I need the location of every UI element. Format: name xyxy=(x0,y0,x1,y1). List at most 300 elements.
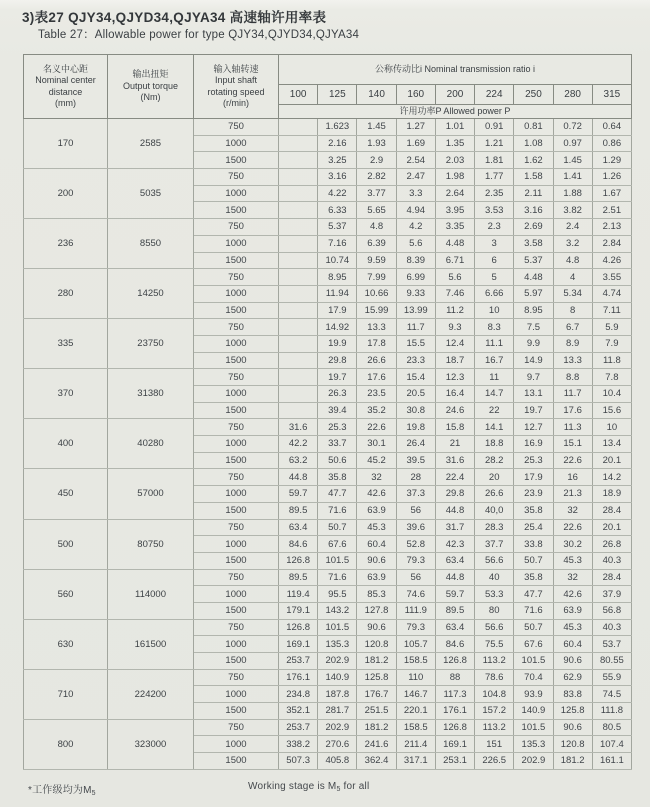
power-value-cell: 90.6 xyxy=(357,552,396,569)
power-value-cell: 12.4 xyxy=(435,335,474,352)
power-value-cell: 234.8 xyxy=(279,686,318,703)
torque-cell: 323000 xyxy=(108,719,194,769)
power-value-cell: 15.4 xyxy=(396,369,435,386)
power-value-cell: 95.5 xyxy=(318,586,357,603)
power-value-cell: 71.6 xyxy=(318,502,357,519)
power-value-cell: 18.9 xyxy=(592,486,631,503)
power-value-cell: 18.8 xyxy=(475,436,514,453)
power-value-cell: 25.4 xyxy=(514,519,553,536)
speed-cell: 750 xyxy=(194,619,279,636)
power-value-cell: 11.7 xyxy=(396,319,435,336)
power-value-cell: 32 xyxy=(553,502,592,519)
power-value-cell: 18.7 xyxy=(435,352,474,369)
power-value-cell: 126.8 xyxy=(435,653,474,670)
power-value-cell: 20 xyxy=(475,469,514,486)
footnote-zh-text: *工作级均为M xyxy=(28,784,92,796)
power-value-cell: 4 xyxy=(553,269,592,286)
power-value-cell: 4.48 xyxy=(514,269,553,286)
power-value-cell: 2.03 xyxy=(435,152,474,169)
header-line: distance xyxy=(48,86,83,97)
power-value-cell: 157.2 xyxy=(475,703,514,720)
power-value-cell: 101.5 xyxy=(318,619,357,636)
power-value-cell: 1.29 xyxy=(592,152,631,169)
power-value-cell: 26.4 xyxy=(396,436,435,453)
power-value-cell xyxy=(279,119,318,136)
speed-cell: 750 xyxy=(194,719,279,736)
power-value-cell: 126.8 xyxy=(435,719,474,736)
power-value-cell: 62.9 xyxy=(553,669,592,686)
power-value-cell: 55.9 xyxy=(592,669,631,686)
power-value-cell: 70.4 xyxy=(514,669,553,686)
speed-cell: 1000 xyxy=(194,135,279,152)
power-value-cell: 11.2 xyxy=(435,302,474,319)
power-value-cell: 8.39 xyxy=(396,252,435,269)
ratio-value: 250 xyxy=(514,85,553,105)
speed-cell: 750 xyxy=(194,419,279,436)
power-value-cell: 140.9 xyxy=(514,703,553,720)
power-value-cell: 50.7 xyxy=(318,519,357,536)
table-row xyxy=(24,419,632,436)
power-value-cell: 9.3 xyxy=(435,319,474,336)
power-value-cell: 37.3 xyxy=(396,486,435,503)
power-value-cell: 11.94 xyxy=(318,285,357,302)
power-value-cell: 176.7 xyxy=(357,686,396,703)
power-value-cell: 140.9 xyxy=(318,669,357,686)
distance-cell: 630 xyxy=(24,619,108,669)
power-value-cell: 10.74 xyxy=(318,252,357,269)
power-value-cell: 3.95 xyxy=(435,202,474,219)
power-value-cell: 4.48 xyxy=(435,235,474,252)
ratio-value: 280 xyxy=(553,85,592,105)
power-value-cell: 1.45 xyxy=(553,152,592,169)
footnote-en xyxy=(248,781,369,793)
power-value-cell: 44.8 xyxy=(435,502,474,519)
power-value-cell: 253.1 xyxy=(435,753,474,770)
power-value-cell: 226.5 xyxy=(475,753,514,770)
power-value-cell: 29.8 xyxy=(435,486,474,503)
power-value-cell: 3.2 xyxy=(553,235,592,252)
distance-cell: 560 xyxy=(24,569,108,619)
power-value-cell: 6.99 xyxy=(396,269,435,286)
power-value-cell: 15.99 xyxy=(357,302,396,319)
power-value-cell: 107.4 xyxy=(592,736,631,753)
power-value-cell: 507.3 xyxy=(279,753,318,770)
page-title: 3)表27 QJY34,QJYD34,QJYA34 高速轴许用率表 xyxy=(22,10,327,25)
power-value-cell: 75.5 xyxy=(475,636,514,653)
speed-cell: 1000 xyxy=(194,185,279,202)
power-value-cell: 23.9 xyxy=(514,486,553,503)
power-value-cell: 126.8 xyxy=(279,552,318,569)
power-value-cell: 2.13 xyxy=(592,219,631,236)
power-value-cell: 21 xyxy=(435,436,474,453)
power-value-cell: 32 xyxy=(357,469,396,486)
speed-cell: 750 xyxy=(194,169,279,186)
power-value-cell: 1.58 xyxy=(514,169,553,186)
power-value-cell: 5.37 xyxy=(318,219,357,236)
power-value-cell: 7.8 xyxy=(592,369,631,386)
power-value-cell: 32 xyxy=(553,569,592,586)
power-value-cell: 6.39 xyxy=(357,235,396,252)
power-value-cell: 0.72 xyxy=(553,119,592,136)
power-value-cell: 14.7 xyxy=(475,386,514,403)
power-value-cell: 20.1 xyxy=(592,452,631,469)
power-value-cell: 42.2 xyxy=(279,436,318,453)
power-value-cell: 14.1 xyxy=(475,419,514,436)
power-value-cell: 22.4 xyxy=(435,469,474,486)
table-body xyxy=(24,119,632,770)
power-value-cell: 16.4 xyxy=(435,386,474,403)
power-value-cell: 28.4 xyxy=(592,569,631,586)
ratio-value: 160 xyxy=(396,85,435,105)
power-value-cell: 78.6 xyxy=(475,669,514,686)
power-value-cell: 405.8 xyxy=(318,753,357,770)
power-value-cell: 50.7 xyxy=(514,619,553,636)
power-value-cell: 13.99 xyxy=(396,302,435,319)
speed-cell: 1000 xyxy=(194,486,279,503)
power-value-cell: 74.5 xyxy=(592,686,631,703)
power-value-cell: 90.6 xyxy=(357,619,396,636)
power-value-cell: 176.1 xyxy=(279,669,318,686)
power-value-cell: 56.6 xyxy=(475,552,514,569)
power-value-cell: 63.9 xyxy=(357,502,396,519)
power-value-cell: 2.82 xyxy=(357,169,396,186)
power-value-cell: 1.93 xyxy=(357,135,396,152)
power-value-cell: 26.3 xyxy=(318,386,357,403)
power-value-cell: 17.8 xyxy=(357,335,396,352)
power-value-cell: 125.8 xyxy=(357,669,396,686)
power-value-cell: 3.53 xyxy=(475,202,514,219)
power-value-cell: 4.8 xyxy=(553,252,592,269)
power-value-cell: 10.66 xyxy=(357,285,396,302)
power-value-cell: 110 xyxy=(396,669,435,686)
header-line: 输入轴转速 xyxy=(213,63,259,74)
power-value-cell: 26.6 xyxy=(357,352,396,369)
power-value-cell: 11.8 xyxy=(592,352,631,369)
power-value-cell: 31.7 xyxy=(435,519,474,536)
power-value-cell: 35.8 xyxy=(318,469,357,486)
speed-cell: 1500 xyxy=(194,402,279,419)
power-value-cell: 127.8 xyxy=(357,602,396,619)
power-value-cell xyxy=(279,235,318,252)
power-value-cell: 241.6 xyxy=(357,736,396,753)
power-value-cell: 44.8 xyxy=(279,469,318,486)
power-value-cell: 1.98 xyxy=(435,169,474,186)
power-value-cell xyxy=(279,152,318,169)
power-value-cell: 8.3 xyxy=(475,319,514,336)
power-value-cell: 90.6 xyxy=(553,719,592,736)
power-value-cell: 13.4 xyxy=(592,436,631,453)
power-value-cell: 181.2 xyxy=(553,753,592,770)
power-value-cell: 59.7 xyxy=(435,586,474,603)
power-value-cell: 90.6 xyxy=(553,653,592,670)
power-value-cell: 37.9 xyxy=(592,586,631,603)
ratio-value: 200 xyxy=(435,85,474,105)
power-value-cell xyxy=(279,169,318,186)
power-value-cell: 93.9 xyxy=(514,686,553,703)
power-value-cell: 338.2 xyxy=(279,736,318,753)
power-value-cell: 2.84 xyxy=(592,235,631,252)
power-value-cell: 113.2 xyxy=(475,653,514,670)
allowable-power-table xyxy=(23,54,632,770)
power-value-cell: 14.9 xyxy=(514,352,553,369)
header-output-torque xyxy=(108,55,194,119)
speed-cell: 1500 xyxy=(194,552,279,569)
power-value-cell xyxy=(279,369,318,386)
power-value-cell: 0.86 xyxy=(592,135,631,152)
power-value-cell: 211.4 xyxy=(396,736,435,753)
speed-cell: 750 xyxy=(194,119,279,136)
speed-cell: 1500 xyxy=(194,502,279,519)
power-value-cell: 56 xyxy=(396,569,435,586)
footnote-en-suffix: for all xyxy=(340,780,370,792)
power-value-cell: 10 xyxy=(592,419,631,436)
power-value-cell: 7.16 xyxy=(318,235,357,252)
speed-cell: 1000 xyxy=(194,536,279,553)
power-value-cell: 28.4 xyxy=(592,502,631,519)
power-value-cell: 35.8 xyxy=(514,569,553,586)
torque-cell: 161500 xyxy=(108,619,194,669)
power-value-cell: 5.6 xyxy=(396,235,435,252)
power-value-cell: 63.9 xyxy=(553,602,592,619)
power-value-cell: 8.95 xyxy=(514,302,553,319)
power-value-cell: 30.2 xyxy=(553,536,592,553)
header-line: 输出扭矩 xyxy=(132,69,169,80)
power-value-cell: 120.8 xyxy=(357,636,396,653)
power-value-cell: 31.6 xyxy=(279,419,318,436)
power-value-cell: 161.1 xyxy=(592,753,631,770)
power-value-cell: 125.8 xyxy=(553,703,592,720)
power-value-cell: 2.4 xyxy=(553,219,592,236)
power-value-cell: 1.69 xyxy=(396,135,435,152)
power-value-cell: 56.8 xyxy=(592,602,631,619)
power-value-cell: 67.6 xyxy=(318,536,357,553)
power-value-cell: 105.7 xyxy=(396,636,435,653)
distance-cell: 370 xyxy=(24,369,108,419)
power-value-cell: 60.4 xyxy=(553,636,592,653)
power-value-cell: 71.6 xyxy=(318,569,357,586)
power-value-cell: 2.51 xyxy=(592,202,631,219)
header-line: rotating speed xyxy=(207,86,265,97)
power-value-cell: 88 xyxy=(435,669,474,686)
power-value-cell: 11.7 xyxy=(553,386,592,403)
distance-cell: 335 xyxy=(24,319,108,369)
power-value-cell: 37.7 xyxy=(475,536,514,553)
power-value-cell: 14.92 xyxy=(318,319,357,336)
footnote-en-text: Working stage is M xyxy=(248,780,337,792)
power-value-cell: 8.9 xyxy=(553,335,592,352)
power-value-cell: 3.58 xyxy=(514,235,553,252)
power-value-cell: 6.66 xyxy=(475,285,514,302)
footnote-zh-sub: 5 xyxy=(91,789,96,797)
table-row xyxy=(24,169,632,186)
power-value-cell: 1.08 xyxy=(514,135,553,152)
power-value-cell: 74.6 xyxy=(396,586,435,603)
speed-cell: 1500 xyxy=(194,703,279,720)
distance-cell: 500 xyxy=(24,519,108,569)
power-value-cell: 15.5 xyxy=(396,335,435,352)
power-value-cell: 1.35 xyxy=(435,135,474,152)
power-value-cell: 30.8 xyxy=(396,402,435,419)
torque-cell: 40280 xyxy=(108,419,194,469)
torque-cell: 8550 xyxy=(108,219,194,269)
power-value-cell: 39.5 xyxy=(396,452,435,469)
table-row xyxy=(24,269,632,286)
distance-cell: 710 xyxy=(24,669,108,719)
power-value-cell: 89.5 xyxy=(435,602,474,619)
power-value-cell: 7.99 xyxy=(357,269,396,286)
ratio-value: 125 xyxy=(318,85,357,105)
power-value-cell: 25.3 xyxy=(514,452,553,469)
ratio-value: 140 xyxy=(357,85,396,105)
ratio-value: 100 xyxy=(279,85,318,105)
power-value-cell: 16 xyxy=(553,469,592,486)
power-value-cell: 60.4 xyxy=(357,536,396,553)
speed-cell: 1000 xyxy=(194,736,279,753)
power-value-cell: 28.3 xyxy=(475,519,514,536)
power-value-cell: 8.8 xyxy=(553,369,592,386)
power-value-cell: 11.1 xyxy=(475,335,514,352)
power-value-cell: 113.2 xyxy=(475,719,514,736)
torque-cell: 5035 xyxy=(108,169,194,219)
power-value-cell: 67.6 xyxy=(514,636,553,653)
power-value-cell: 253.7 xyxy=(279,653,318,670)
power-value-cell: 0.97 xyxy=(553,135,592,152)
power-value-cell: 45.3 xyxy=(553,552,592,569)
power-value-cell: 317.1 xyxy=(396,753,435,770)
power-value-cell: 20.5 xyxy=(396,386,435,403)
power-value-cell: 63.9 xyxy=(357,569,396,586)
power-value-cell: 15.6 xyxy=(592,402,631,419)
power-value-cell: 220.1 xyxy=(396,703,435,720)
power-value-cell: 19.8 xyxy=(396,419,435,436)
power-value-cell: 89.5 xyxy=(279,569,318,586)
power-value-cell: 29.8 xyxy=(318,352,357,369)
power-value-cell: 4.22 xyxy=(318,185,357,202)
power-value-cell: 56.6 xyxy=(475,619,514,636)
power-value-cell: 53.7 xyxy=(592,636,631,653)
power-value-cell: 2.54 xyxy=(396,152,435,169)
table-row xyxy=(24,619,632,636)
power-value-cell: 11.3 xyxy=(553,419,592,436)
power-value-cell: 63.4 xyxy=(435,619,474,636)
footnote-zh xyxy=(28,781,248,797)
power-value-cell: 16.7 xyxy=(475,352,514,369)
table-row xyxy=(24,719,632,736)
power-value-cell: 17.6 xyxy=(553,402,592,419)
power-value-cell xyxy=(279,352,318,369)
power-value-cell: 3.82 xyxy=(553,202,592,219)
header-line: (r/min) xyxy=(223,98,249,108)
table-row xyxy=(24,369,632,386)
power-value-cell: 11 xyxy=(475,369,514,386)
power-value-cell: 40 xyxy=(475,569,514,586)
power-value-cell: 5 xyxy=(475,269,514,286)
power-value-cell: 3.16 xyxy=(514,202,553,219)
power-value-cell: 202.9 xyxy=(514,753,553,770)
power-value-cell: 22 xyxy=(475,402,514,419)
distance-cell: 200 xyxy=(24,169,108,219)
power-value-cell: 1.21 xyxy=(475,135,514,152)
power-value-cell: 89.5 xyxy=(279,502,318,519)
power-value-cell: 169.1 xyxy=(279,636,318,653)
header-input-speed xyxy=(194,55,279,119)
power-value-cell: 135.3 xyxy=(514,736,553,753)
power-value-cell: 80.5 xyxy=(592,719,631,736)
power-value-cell xyxy=(279,386,318,403)
power-value-cell: 187.8 xyxy=(318,686,357,703)
power-value-cell: 3 xyxy=(475,235,514,252)
power-value-cell: 2.64 xyxy=(435,185,474,202)
power-value-cell xyxy=(279,285,318,302)
power-value-cell: 5.9 xyxy=(592,319,631,336)
speed-cell: 1000 xyxy=(194,235,279,252)
power-value-cell: 1.45 xyxy=(357,119,396,136)
power-value-cell: 26.6 xyxy=(475,486,514,503)
footnote-en-sub: 5 xyxy=(336,785,341,793)
power-value-cell: 23.3 xyxy=(396,352,435,369)
power-value-cell: 17.6 xyxy=(357,369,396,386)
power-value-cell: 80 xyxy=(475,602,514,619)
power-value-cell: 2.69 xyxy=(514,219,553,236)
power-value-cell: 120.8 xyxy=(553,736,592,753)
power-value-cell: 15.1 xyxy=(553,436,592,453)
table-row xyxy=(24,569,632,586)
power-value-cell: 40.3 xyxy=(592,552,631,569)
power-value-cell: 22.6 xyxy=(553,452,592,469)
power-value-cell xyxy=(279,219,318,236)
speed-cell: 750 xyxy=(194,669,279,686)
power-value-cell: 143.2 xyxy=(318,602,357,619)
power-value-cell: 352.1 xyxy=(279,703,318,720)
power-value-cell: 50.7 xyxy=(514,552,553,569)
power-value-cell: 47.7 xyxy=(318,486,357,503)
speed-cell: 750 xyxy=(194,269,279,286)
power-value-cell: 31.6 xyxy=(435,452,474,469)
power-value-cell: 33.7 xyxy=(318,436,357,453)
power-value-cell: 28.2 xyxy=(475,452,514,469)
power-value-cell xyxy=(279,269,318,286)
power-value-cell xyxy=(279,252,318,269)
power-value-cell: 13.3 xyxy=(357,319,396,336)
power-value-cell: 7.9 xyxy=(592,335,631,352)
power-value-cell xyxy=(279,319,318,336)
power-value-cell: 6 xyxy=(475,252,514,269)
distance-cell: 400 xyxy=(24,419,108,469)
power-value-cell: 47.7 xyxy=(514,586,553,603)
power-value-cell: 135.3 xyxy=(318,636,357,653)
power-value-cell: 19.9 xyxy=(318,335,357,352)
power-value-cell: 1.41 xyxy=(553,169,592,186)
distance-cell: 280 xyxy=(24,269,108,319)
power-value-cell: 101.5 xyxy=(514,719,553,736)
power-value-cell: 63.4 xyxy=(435,552,474,569)
power-value-cell: 59.7 xyxy=(279,486,318,503)
power-value-cell: 28 xyxy=(396,469,435,486)
speed-cell: 1000 xyxy=(194,636,279,653)
power-value-cell: 71.6 xyxy=(514,602,553,619)
power-value-cell: 1.77 xyxy=(475,169,514,186)
power-value-cell xyxy=(279,302,318,319)
power-value-cell: 7.46 xyxy=(435,285,474,302)
torque-cell: 80750 xyxy=(108,519,194,569)
power-value-cell: 33.8 xyxy=(514,536,553,553)
header-ratio-title: 公称传动比i Nominal transmission ratio i xyxy=(279,55,632,85)
distance-cell: 236 xyxy=(24,219,108,269)
power-value-cell: 111.9 xyxy=(396,602,435,619)
power-value-cell: 1.26 xyxy=(592,169,631,186)
power-value-cell: 56 xyxy=(396,502,435,519)
speed-cell: 1500 xyxy=(194,202,279,219)
